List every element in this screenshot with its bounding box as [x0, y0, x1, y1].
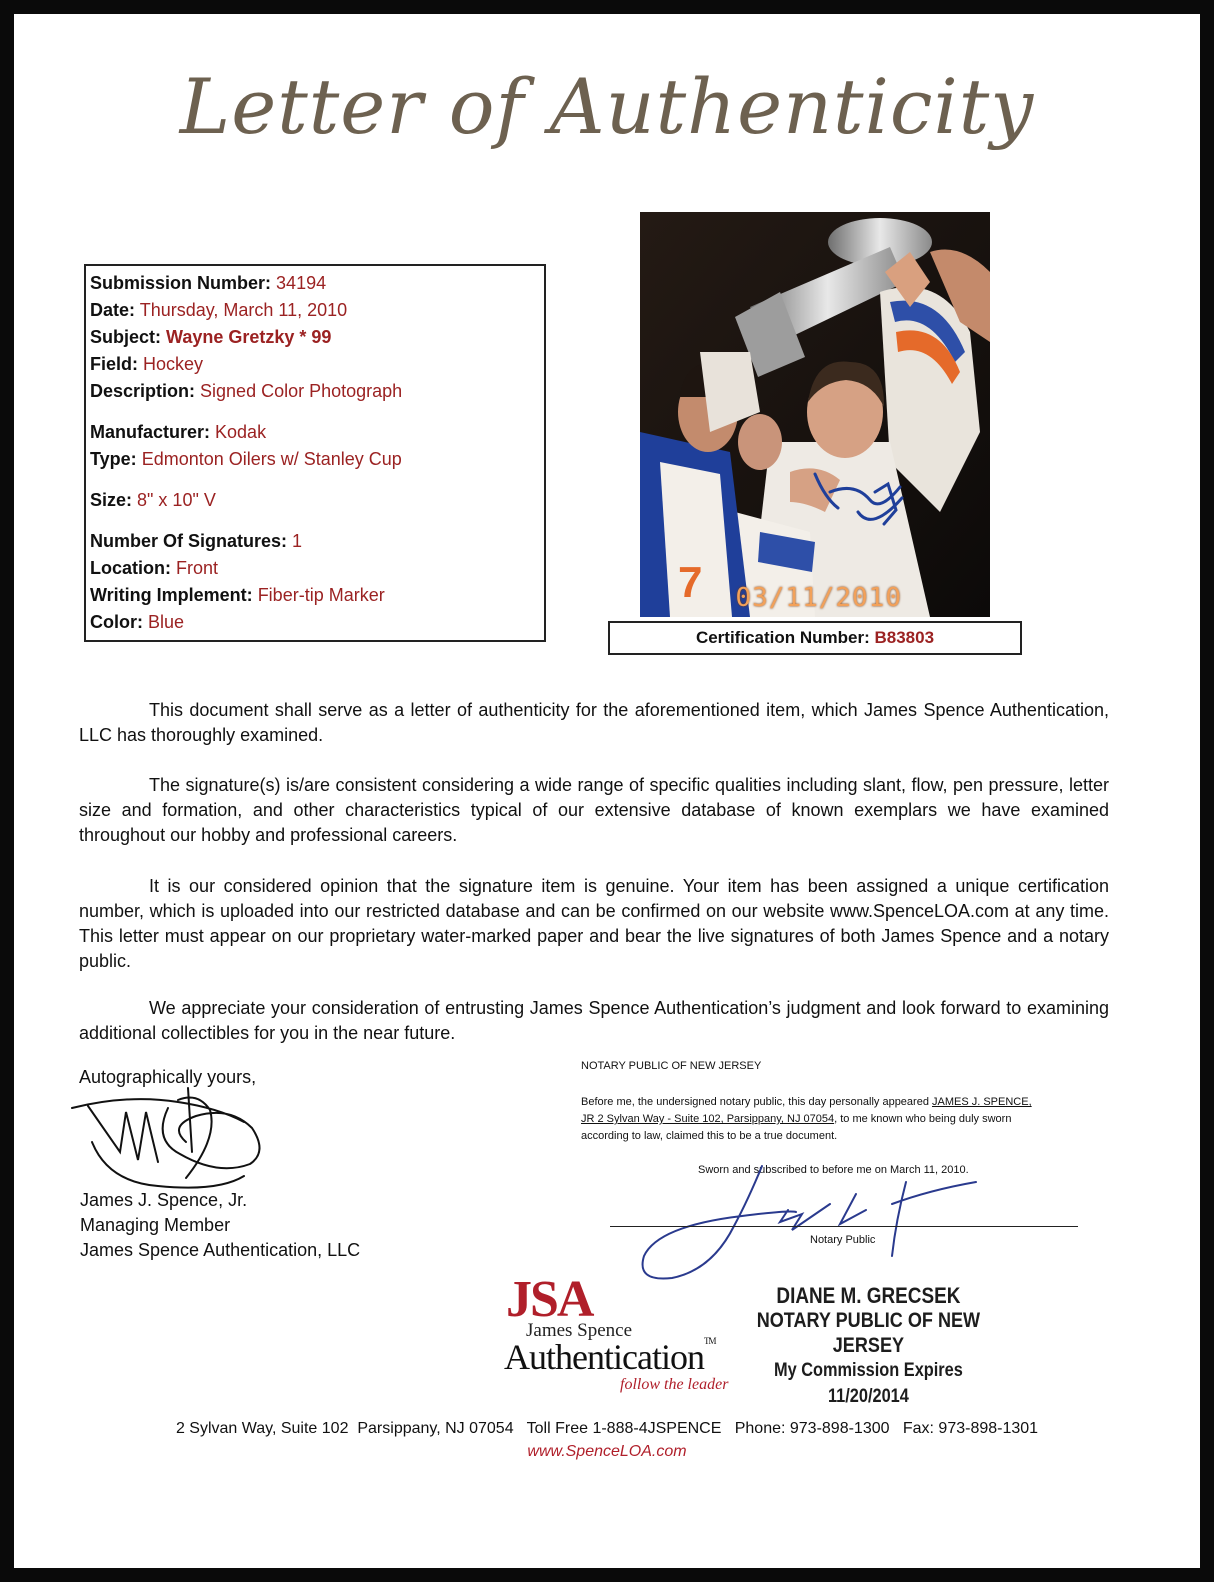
certification-box: [608, 621, 1022, 655]
type-label: Type:: [90, 449, 137, 469]
type-value: Edmonton Oilers w/ Stanley Cup: [141, 449, 402, 469]
document-title: Letter of Authenticity: [179, 62, 1035, 151]
jsa-tagline: follow the leader: [620, 1376, 729, 1393]
jsa-logo-name: James Spence: [526, 1320, 633, 1341]
submission-label: Submission Number:: [90, 273, 272, 293]
field-row: [90, 351, 544, 378]
photo-date-stamp: 03/11/2010: [735, 583, 902, 613]
manufacturer-label: Manufacturer:: [90, 422, 211, 442]
description-label: Description:: [90, 381, 196, 401]
sworn-statement: Sworn and subscribed to before me on March 11, 2010.: [698, 1164, 969, 1176]
notary-stamp-name: DIANE M. GRECSEK: [776, 1283, 961, 1308]
field-label: Field:: [90, 354, 138, 374]
item-info-box: [84, 264, 546, 642]
color-value: Blue: [148, 612, 185, 632]
type-row: [90, 446, 544, 473]
signatures-value: 1: [292, 531, 303, 551]
jsa-logo-word-text: Authentication: [504, 1337, 704, 1377]
manufacturer-row: [90, 419, 544, 446]
jsa-logo-tm: TM: [703, 1336, 716, 1346]
implement-value: Fiber-tip Marker: [257, 585, 385, 605]
subject-row: [90, 324, 544, 351]
svg-text:7: 7: [678, 558, 703, 607]
jsa-logo-word: [504, 1336, 715, 1378]
location-row: [90, 555, 544, 582]
notary-stamp-expires: My Commission Expires 11/20/2014: [773, 1360, 963, 1407]
date-row: [90, 297, 544, 324]
notary-stamp: [748, 1284, 989, 1410]
color-label: Color:: [90, 612, 143, 632]
footer-website[interactable]: www.SpenceLOA.com: [527, 1443, 687, 1460]
notary-heading: NOTARY PUBLIC OF NEW JERSEY: [581, 1060, 762, 1072]
signatures-label: Number Of Signatures:: [90, 531, 288, 551]
jsa-logo: [490, 1270, 750, 1410]
notary-stamp-title: NOTARY PUBLIC OF NEW JERSEY: [756, 1309, 981, 1357]
notary-signature-line: [610, 1226, 1078, 1227]
date-value: Thursday, March 11, 2010: [139, 300, 348, 320]
body-paragraph-3: It is our considered opinion that the signature item is genuine. Your item has been assigned a unique certification number, which is uploaded into our restricted database and can be confirmed on our website www.SpenceLOA.com at any time. This letter must appear on our proprietary water-marked paper and bear the live signatures of both James Spence and a notary public.: [79, 876, 1109, 971]
footer-contact: 2 Sylvan Way, Suite 102 Parsippany, NJ 07054 Toll Free 1-888-4JSPENCE Phone: 973-898-1300 Fax: 973-898-1301: [175, 1420, 1039, 1437]
submission-value: 34194: [276, 273, 327, 293]
notary-text-before: Before me, the undersigned notary public, this day personally appeared: [581, 1096, 932, 1108]
implement-row: [90, 582, 544, 609]
notary-public-label: Notary Public: [810, 1234, 876, 1246]
signatures-row: [90, 528, 544, 555]
signer-block: [80, 1188, 360, 1263]
size-label: Size:: [90, 490, 133, 510]
signer-company: James Spence Authentication, LLC: [80, 1240, 361, 1260]
signer-role: Managing Member: [80, 1215, 231, 1235]
body-paragraph-1: This document shall serve as a letter of authenticity for the aforementioned item, which James Spence Authentication, LLC has thoroughly examined.: [79, 700, 1109, 745]
location-value: Front: [176, 558, 219, 578]
subject-label: Subject:: [90, 327, 162, 347]
spence-signature: [68, 1082, 268, 1194]
photo-illustration: [640, 212, 990, 617]
certification-label: Certification Number:: [695, 628, 870, 647]
closing-salutation: Autographically yours,: [79, 1067, 257, 1087]
notary-statement: [581, 1094, 1041, 1145]
manufacturer-value: Kodak: [215, 422, 267, 442]
item-photo: [640, 212, 990, 617]
size-value: 8" x 10" V: [137, 490, 216, 510]
field-value: Hockey: [143, 354, 204, 374]
implement-label: Writing Implement:: [90, 585, 253, 605]
color-row: [90, 609, 544, 636]
notary-text-after: , to me known who being duly sworn according to law, claimed this to be a true document.: [581, 1113, 1012, 1142]
description-value: Signed Color Photograph: [200, 381, 403, 401]
subject-value: Wayne Gretzky * 99: [166, 327, 332, 347]
date-label: Date:: [90, 300, 136, 320]
submission-row: [90, 270, 544, 297]
size-row: [90, 487, 544, 514]
description-row: [90, 378, 544, 405]
body-paragraph-4: We appreciate your consideration of entrusting James Spence Authentication’s judgment and look forward to examining additional collectibles for you in the near future.: [79, 998, 1109, 1043]
notary-appeared: JAMES J. SPENCE, JR 2 Sylvan Way - Suite 102, Parsippany, NJ 07054: [581, 1096, 1032, 1125]
location-label: Location:: [90, 558, 171, 578]
body-paragraph-2: The signature(s) is/are consistent considering a wide range of specific qualities including slant, flow, pen pressure, letter size and formation, and other characteristics typical of our extensive database of known exemplars we have examined throughout our hobby and professional careers.: [79, 775, 1109, 845]
signer-name: James J. Spence, Jr.: [80, 1190, 248, 1210]
jsa-mark: JSA: [506, 1271, 593, 1328]
certification-value: B83803: [874, 628, 935, 647]
